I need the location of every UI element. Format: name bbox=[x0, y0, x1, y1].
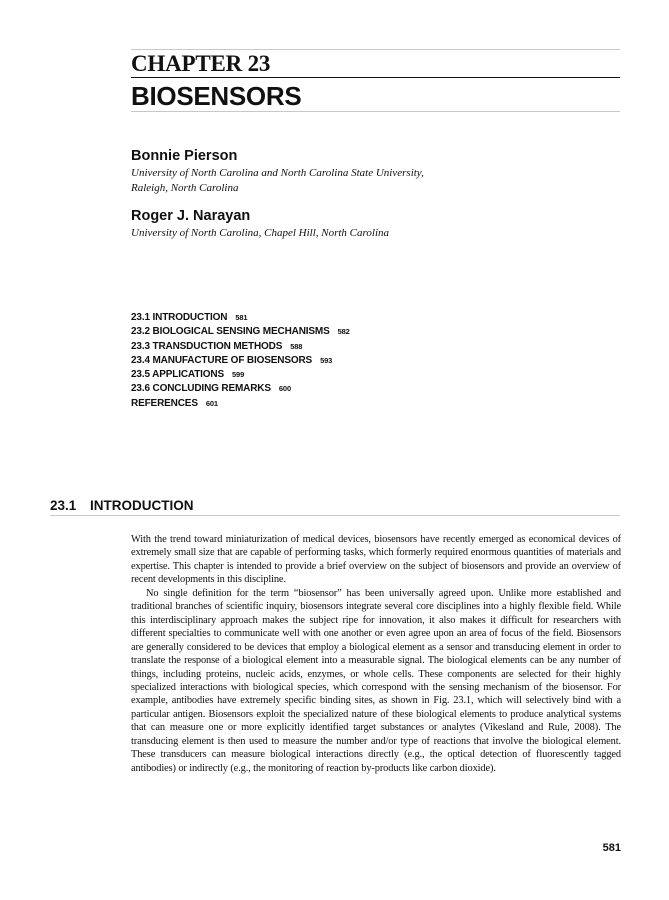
author-name: Bonnie Pierson bbox=[131, 148, 238, 164]
toc-page: 599 bbox=[232, 370, 245, 380]
toc-title: 23.3 TRANSDUCTION METHODS bbox=[131, 340, 283, 352]
toc-entry[interactable] bbox=[131, 397, 350, 411]
toc-entry[interactable] bbox=[131, 311, 350, 325]
author-name: Roger J. Narayan bbox=[131, 208, 251, 224]
section-rule bbox=[50, 515, 620, 516]
section-heading bbox=[50, 497, 194, 515]
chapter-rule bbox=[131, 77, 620, 78]
toc-title: 23.1 INTRODUCTION bbox=[131, 312, 228, 323]
affiliation-line: University of North Carolina and North Carolina State University, bbox=[131, 167, 424, 179]
author-affiliation bbox=[131, 166, 551, 196]
toc-entry[interactable] bbox=[131, 340, 350, 354]
author-affiliation bbox=[131, 226, 551, 241]
section-number: 23.1 bbox=[50, 498, 77, 513]
toc-entry[interactable] bbox=[131, 325, 350, 339]
toc-title: 23.6 CONCLUDING REMARKS bbox=[131, 383, 271, 395]
toc-title: REFERENCES bbox=[131, 397, 198, 409]
toc-page: 593 bbox=[320, 355, 333, 365]
toc-entry[interactable] bbox=[131, 368, 350, 382]
body-text bbox=[131, 533, 621, 775]
toc-page: 582 bbox=[337, 327, 350, 337]
table-of-contents bbox=[131, 311, 350, 411]
chapter-label: CHAPTER 23 bbox=[131, 51, 271, 76]
chapter-title: BIOSENSORS bbox=[131, 81, 302, 111]
paragraph: No single definition for the term “biosensor” has been universally agreed upon. Unlike more established and traditional branches of scientific inquiry, biosensors integrate several core disciplines into a highly flexible field. While this interdisciplinary approach makes the subject ripe for innovation, it also makes it difficult for researchers with different specialties to communicate well with one another or even agree upon an area of focus of the field. Biosensors are generally considered to be devices that employ a biological element as a sensor and transducing element in order to translate the response of a biological element into a measurable signal. The biological elements can be any number of things, including proteins, nucleic acids, enzymes, or whole cells. These components are selected for their highly specialized interactions with biological species, which correspond with the sensing mechanism of the biosensor. For example, antibodies have extremely specific binding sites, as shown in Fig. 23.1, which will selectively bind with a particular antigen. Biosensors exploit the specialized nature of these biological elements to produce analytical systems that can measure one or more explicitly identified target substances or analytes (Vikesland and Rule, 2008). The transducing element is then used to measure the number and/or type of reactions that involve the biological element. These transducers can measure biological interactions directly (e.g., the optical detection of fluorescently tagged antibodies) or indirectly (e.g., the monitoring of reaction by-products like carbon dioxide). bbox=[131, 587, 621, 774]
toc-entry[interactable] bbox=[131, 382, 350, 396]
page-number: 581 bbox=[602, 842, 621, 854]
affiliation-line: University of North Carolina, Chapel Hill, North Carolina bbox=[131, 227, 390, 239]
toc-page: 600 bbox=[278, 384, 291, 394]
toc-entry[interactable] bbox=[131, 354, 350, 368]
section-title: INTRODUCTION bbox=[90, 498, 194, 513]
toc-title: 23.2 BIOLOGICAL SENSING MECHANISMS bbox=[131, 326, 330, 338]
title-rule bbox=[131, 111, 620, 112]
affiliation-line: Raleigh, North Carolina bbox=[131, 182, 239, 194]
toc-page: 588 bbox=[290, 341, 303, 351]
toc-title: 23.4 MANUFACTURE OF BIOSENSORS bbox=[131, 354, 313, 366]
toc-page: 581 bbox=[235, 313, 248, 322]
paragraph: With the trend toward miniaturization of medical devices, biosensors have recently emerged as economical devices of extremely small size that are capable of performing tasks, which formerly required enormous quantities of materials and expertise. This chapter is intended to provide a brief overview on the subject of biosensors and provide an overview of recent developments in this discipline. bbox=[131, 534, 621, 586]
toc-title: 23.5 APPLICATIONS bbox=[131, 369, 225, 381]
toc-page: 601 bbox=[205, 398, 218, 408]
